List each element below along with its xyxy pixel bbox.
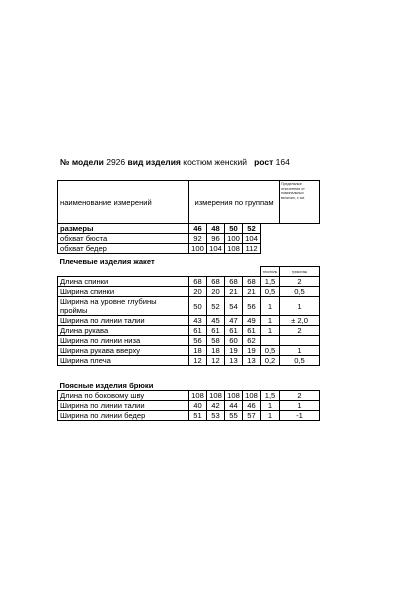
pants-measure-row-value: 108 — [207, 391, 225, 401]
pants-measure-row-label: Ширина по линии бедер — [58, 411, 189, 421]
pants-measure-row-value: 57 — [243, 411, 261, 421]
jacket-measure-row-value: 21 — [225, 287, 243, 297]
jacket-measure-row-value: 60 — [225, 336, 243, 346]
tolerance-subheader-row — [58, 267, 320, 277]
tolerance-knit-header: трикотаж — [280, 267, 320, 277]
gap-cell — [58, 366, 320, 379]
jacket-measure-row-tolerance-textile: 0,5 — [261, 287, 280, 297]
type-label: вид изделия — [127, 157, 181, 167]
body-measure-row-empty-cell — [280, 234, 320, 244]
jacket-measure-row — [58, 356, 320, 366]
table-header-row — [58, 181, 320, 224]
jacket-measure-row — [58, 346, 320, 356]
jacket-measure-row-tolerance-textile — [261, 336, 280, 346]
pants-measure-row — [58, 411, 320, 421]
subheader-empty-cell — [189, 267, 207, 277]
jacket-measure-row-tolerance-textile: 1 — [261, 297, 280, 316]
jacket-measure-row-value: 47 — [225, 316, 243, 326]
jacket-measure-row-value: 52 — [207, 297, 225, 316]
jacket-measure-row-label: Ширина по линии талии — [58, 316, 189, 326]
jacket-measure-row-tolerance-knit: 1 — [280, 297, 320, 316]
jacket-measure-row-tolerance-textile: 1 — [261, 316, 280, 326]
pants-measure-row-value: 55 — [225, 411, 243, 421]
body-measure-row-value: 96 — [207, 234, 225, 244]
jacket-measure-row-label: Длина рукава — [58, 326, 189, 336]
height-label: рост — [254, 157, 274, 167]
body-measure-row-value: 108 — [225, 244, 243, 254]
pants-measure-row-value: 53 — [207, 411, 225, 421]
subheader-empty-cell — [207, 267, 225, 277]
pants-measure-row-label: Длина по боковому шву — [58, 391, 189, 401]
jacket-measure-row-label: Ширина на уровне глубины проймы — [58, 297, 189, 316]
sizes-row-empty-cell — [261, 224, 280, 234]
pants-measure-row-tolerance-textile: 1 — [261, 401, 280, 411]
jacket-measure-row-value: 20 — [207, 287, 225, 297]
body-measure-row-value: 100 — [225, 234, 243, 244]
pants-measure-row-value: 42 — [207, 401, 225, 411]
sizes-row-value: 48 — [207, 224, 225, 234]
body-measure-row — [58, 234, 320, 244]
subheader-empty-cell — [58, 267, 189, 277]
sizes-row-value: 52 — [243, 224, 261, 234]
jacket-measure-row-value: 19 — [225, 346, 243, 356]
jacket-measure-row-tolerance-textile: 0,5 — [261, 346, 280, 356]
model-value: 2926 — [106, 157, 126, 167]
body-measure-row-empty-cell — [280, 244, 320, 254]
jacket-measure-row-value: 68 — [189, 277, 207, 287]
jacket-measure-row — [58, 316, 320, 326]
jacket-measure-row-value: 12 — [207, 356, 225, 366]
jacket-measure-row-value: 13 — [225, 356, 243, 366]
jacket-measure-row-tolerance-textile: 0,2 — [261, 356, 280, 366]
sizes-row — [58, 224, 320, 234]
jacket-measure-row-value: 68 — [243, 277, 261, 287]
body-measure-row-value: 104 — [243, 234, 261, 244]
groups-header: измерения по группам — [189, 181, 280, 224]
pants-measure-row — [58, 391, 320, 401]
jacket-measure-row-tolerance-knit: ± 2,0 — [280, 316, 320, 326]
section-jacket-row — [58, 254, 320, 267]
pants-measure-row-tolerance-textile: 1,5 — [261, 391, 280, 401]
body-measure-row-value: 100 — [189, 244, 207, 254]
pants-measure-row-tolerance-knit: -1 — [280, 411, 320, 421]
jacket-measure-row-value: 61 — [225, 326, 243, 336]
pants-measure-row-tolerance-knit: 1 — [280, 401, 320, 411]
pants-measure-row-tolerance-knit: 2 — [280, 391, 320, 401]
pants-measure-row-label: Ширина по линии талии — [58, 401, 189, 411]
pants-measure-row-value: 40 — [189, 401, 207, 411]
body-measure-row-value: 112 — [243, 244, 261, 254]
section-title-jacket: Плечевые изделия жакет — [59, 257, 155, 266]
jacket-measure-row-label: Ширина по линии низа — [58, 336, 189, 346]
jacket-measure-row-label: Ширина рукава вверху — [58, 346, 189, 356]
jacket-measure-row-value: 56 — [189, 336, 207, 346]
jacket-measure-row-value: 58 — [207, 336, 225, 346]
body-measure-row-empty-cell — [261, 234, 280, 244]
model-label: № модели — [60, 157, 104, 167]
jacket-measure-row-tolerance-textile: 1,5 — [261, 277, 280, 287]
jacket-measure-row-value: 13 — [243, 356, 261, 366]
jacket-measure-row-value: 49 — [243, 316, 261, 326]
jacket-measure-row-value: 20 — [189, 287, 207, 297]
section-pants-row — [58, 378, 320, 391]
sizes-row-value: 46 — [189, 224, 207, 234]
jacket-measure-row — [58, 297, 320, 316]
body-measure-row-empty-cell — [261, 244, 280, 254]
tolerance-textile-header: текстиль — [261, 267, 280, 277]
pants-measure-row-value: 46 — [243, 401, 261, 411]
type-value: костюм женский — [183, 157, 248, 167]
pants-measure-row-value: 51 — [189, 411, 207, 421]
body-measure-row-label: обхват бедер — [58, 244, 189, 254]
pants-measure-row-tolerance-textile: 1 — [261, 411, 280, 421]
body-measure-row-label: обхват бюста — [58, 234, 189, 244]
jacket-measure-row — [58, 287, 320, 297]
jacket-measure-row-value: 61 — [189, 326, 207, 336]
jacket-measure-row-tolerance-knit: 0,5 — [280, 356, 320, 366]
body-measure-row-value: 92 — [189, 234, 207, 244]
jacket-measure-row-value: 68 — [225, 277, 243, 287]
name-header: наименование измерений — [58, 181, 189, 224]
sizes-row-value: 50 — [225, 224, 243, 234]
jacket-measure-row-value: 18 — [189, 346, 207, 356]
jacket-measure-row-value: 43 — [189, 316, 207, 326]
measurement-table — [57, 180, 320, 421]
jacket-measure-row-value: 12 — [189, 356, 207, 366]
pants-measure-row-value: 44 — [225, 401, 243, 411]
pants-measure-row-value: 108 — [189, 391, 207, 401]
jacket-measure-row-value: 54 — [225, 297, 243, 316]
subheader-empty-cell — [225, 267, 243, 277]
jacket-measure-row-tolerance-knit: 1 — [280, 346, 320, 356]
jacket-measure-row-value: 50 — [189, 297, 207, 316]
jacket-measure-row-value: 45 — [207, 316, 225, 326]
section-title-pants: Поясные изделия брюки — [59, 381, 154, 390]
jacket-measure-row-value: 19 — [243, 346, 261, 356]
jacket-measure-row-value: 61 — [243, 326, 261, 336]
sizes-row-label: размеры — [58, 224, 189, 234]
jacket-measure-row-tolerance-knit: 2 — [280, 277, 320, 287]
jacket-measure-row — [58, 326, 320, 336]
jacket-measure-row-label: Длина спинки — [58, 277, 189, 287]
jacket-measure-row-label: Ширина плеча — [58, 356, 189, 366]
jacket-measure-row-value: 68 — [207, 277, 225, 287]
jacket-measure-row-value: 62 — [243, 336, 261, 346]
section-gap-row — [58, 366, 320, 379]
sizes-row-empty-cell — [280, 224, 320, 234]
pants-measure-row-value: 108 — [225, 391, 243, 401]
jacket-measure-row — [58, 336, 320, 346]
spec-header — [60, 157, 360, 167]
pants-measure-row-value: 108 — [243, 391, 261, 401]
subheader-empty-cell — [243, 267, 261, 277]
jacket-measure-row-tolerance-knit: 2 — [280, 326, 320, 336]
pants-measure-row — [58, 401, 320, 411]
measurement-table-body — [58, 181, 320, 421]
jacket-measure-row — [58, 277, 320, 287]
jacket-measure-row-value: 56 — [243, 297, 261, 316]
jacket-measure-row-value: 18 — [207, 346, 225, 356]
jacket-measure-row-value: 61 — [207, 326, 225, 336]
tolerance-header: Предельные отклонения от номинальных величин, ± см. — [280, 181, 320, 224]
body-measure-row — [58, 244, 320, 254]
jacket-measure-row-tolerance-textile: 1 — [261, 326, 280, 336]
jacket-measure-row-tolerance-knit — [280, 336, 320, 346]
jacket-measure-row-value: 21 — [243, 287, 261, 297]
jacket-measure-row-label: Ширина спинки — [58, 287, 189, 297]
jacket-measure-row-tolerance-knit: 0,5 — [280, 287, 320, 297]
body-measure-row-value: 104 — [207, 244, 225, 254]
height-value: 164 — [275, 157, 290, 167]
